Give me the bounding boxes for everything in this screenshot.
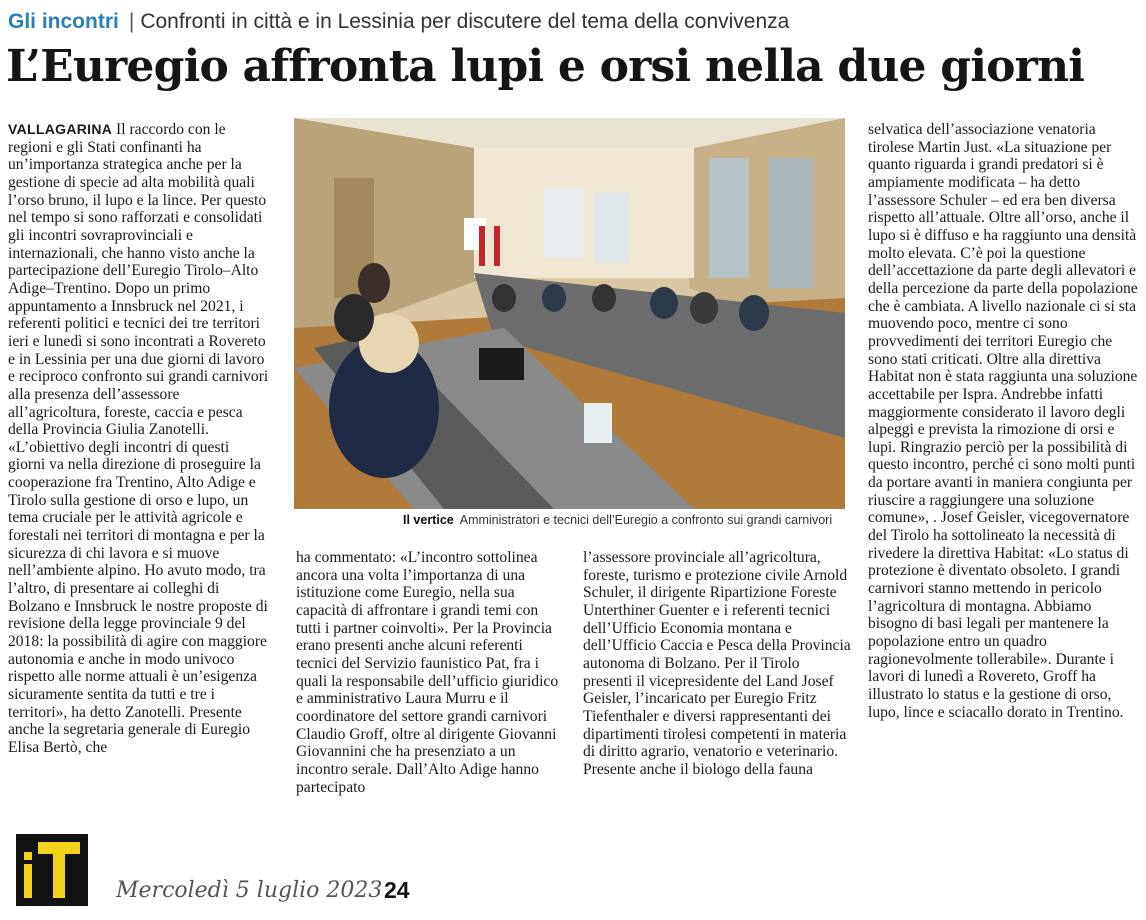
- kicker-separator: |: [128, 10, 135, 33]
- caption-lead: Il vertice: [403, 513, 454, 527]
- column-1-text: Il raccordo con le regioni e gli Stati confinanti ha un’importanza strategica anche per la gestione di specie ad alta mobilità quali l’orso bruno, il lupo e la lince. Per questo nel tempo si sono rafforzati e consolidati gli incontri sovraprovinciali e internazionali, che hanno visto anche la partecipazione dell’Euregio Tirolo–Alto Adige–Trentino. Dopo un primo appuntamento a Innsbruck nel 2021, i referenti politici e tecnici dei tre territori ieri e lunedì si sono incontrati a Rovereto e in Lessinia per una due giorni di lavoro e reciproco confronto sui grandi carnivori alla presenza dell’assessore all’agricoltura, foreste, caccia e pesca della Provincia Giulia Zanotelli. «L’obiettivo degli incontri di questi giorni va nella direzione di proseguire la cooperazione fra Trentino, Alto Adige e Tirolo sulla gestione di orso e lupo, un tema cruciale per le attività agricole e forestali nei territori di montagna e per la sicurezza di chi lavora e si muove nell’ambiente alpino. Ho avuto modo, tra l’altro, di presentare ai colleghi di Bolzano e Innsbruck le nostre proposte di revisione della legge provinciale 9 del 2018: la possibilità di agire con maggiore autonomia e anche in modo univoco rispetto alle norme attuali è un’esigenza sicuramente sentita da tutti e tre i territori», ha detto Zanotelli. Presente anche la segretaria generale di Euregio Elisa Bertò, che: [8, 121, 269, 756]
- meeting-photo: [294, 118, 845, 509]
- caption-text: Amministratori e tecnici dell’Euregio a confronto sui grandi carnivori: [459, 513, 833, 527]
- headline: L’Euregio affronta lupi e orsi nella due giorni: [6, 41, 1085, 92]
- page-number: 24: [384, 877, 410, 903]
- dateline: VALLAGARINA: [8, 121, 113, 137]
- article-column-4: selvatica dell’associazione venatoria tirolese Martin Just. «La situazione per quanto riguarda i grandi predatori si è ampiamente modificata – ha detto l’assessore Schuler – ed era ben diversa rispetto all’attuale. Oltre all’orso, anche il lupo si è diffuso e ha raggiunto una densità molto elevata. C’è poi la questione dell’accettazione da parte degli allevatori e della percezione da parte della popolazione che è cambiata. A livello nazionale ci si sta muovendo poco, mentre ci sono provvedimenti dei territori Euregio che sono stati criticati. Oltre alla direttiva Habitat non è stata raggiunta una soluzione accettabile per Ispra. Andrebbe infatti maggiormente considerato il lavoro degli alpeggi e prevista la rimozione di orsi e lupi. Ringrazio perciò per la possibilità di questo incontro, perché ci sono molti punti da portare avanti in maniera congiunta per riuscire a raggiungere una soluzione comune», . Josef Geisler, vicegovernatore del Tirolo ha sottolineato la necessità di rivedere la direttiva Habitat: «Lo status di protezione è diventato obsoleto. I grandi carnivori stanno mettendo in pericolo l’agricoltura di montagna. Abbiamo bisogno di basi legali per mantenere la popolazione entro un quadro ragionevolmente tollerabile». Durante i lavori di lunedì a Rovereto, Groff ha illustrato lo status e la gestione di orso, lupo, lince e sciacallo dorato in Trentino.: [868, 121, 1138, 721]
- photo-caption: [403, 512, 848, 528]
- issue-date: Mercoledì 5 luglio 2023: [116, 878, 383, 903]
- section-kicker: [8, 8, 789, 36]
- section-label: Gli incontri: [8, 10, 119, 33]
- article-column-2: ha commentato: «L’incontro sottolinea ancora una volta l’importanza di una istituzione come Euregio, nella sua capacità di affrontare i grandi temi con tutti i partner coinvolti». Per la Provincia erano presenti anche alcuni referenti tecnici del Servizio faunistico Pat, fra i quali la responsabile dell’ufficio giuridico e amministrativo Laura Murru e il coordinatore del settore grandi carnivori Claudio Groff, oltre al dirigente Giovanni Giovannini che ha presenziato a un incontro serale. Dall’Alto Adige hanno partecipato: [296, 549, 559, 796]
- article-column-1: [8, 121, 270, 821]
- newspaper-logo: [16, 834, 88, 906]
- article-column-3: l’assessore provinciale all’agricoltura, foreste, turismo e protezione civile Arnold Schuler, il dirigente Ripartizione Foreste Unterthiner Guenter e i referenti tecnici dell’Ufficio Economia montana e dell’Ufficio Caccia e Pesca della Provincia autonoma di Bolzano. Per il Tirolo presenti il vicepresidente del Land Josef Geisler, l’incaricato per Euregio Fritz Tiefenthaler e diversi rappresentanti dei dipartimenti tirolesi competenti in materia di diritto agrario, venatorio e veterinario. Presente anche il biologo della fauna: [583, 549, 851, 778]
- kicker-subtitle: Confronti in città e in Lessinia per discutere del tema della convivenza: [140, 10, 790, 33]
